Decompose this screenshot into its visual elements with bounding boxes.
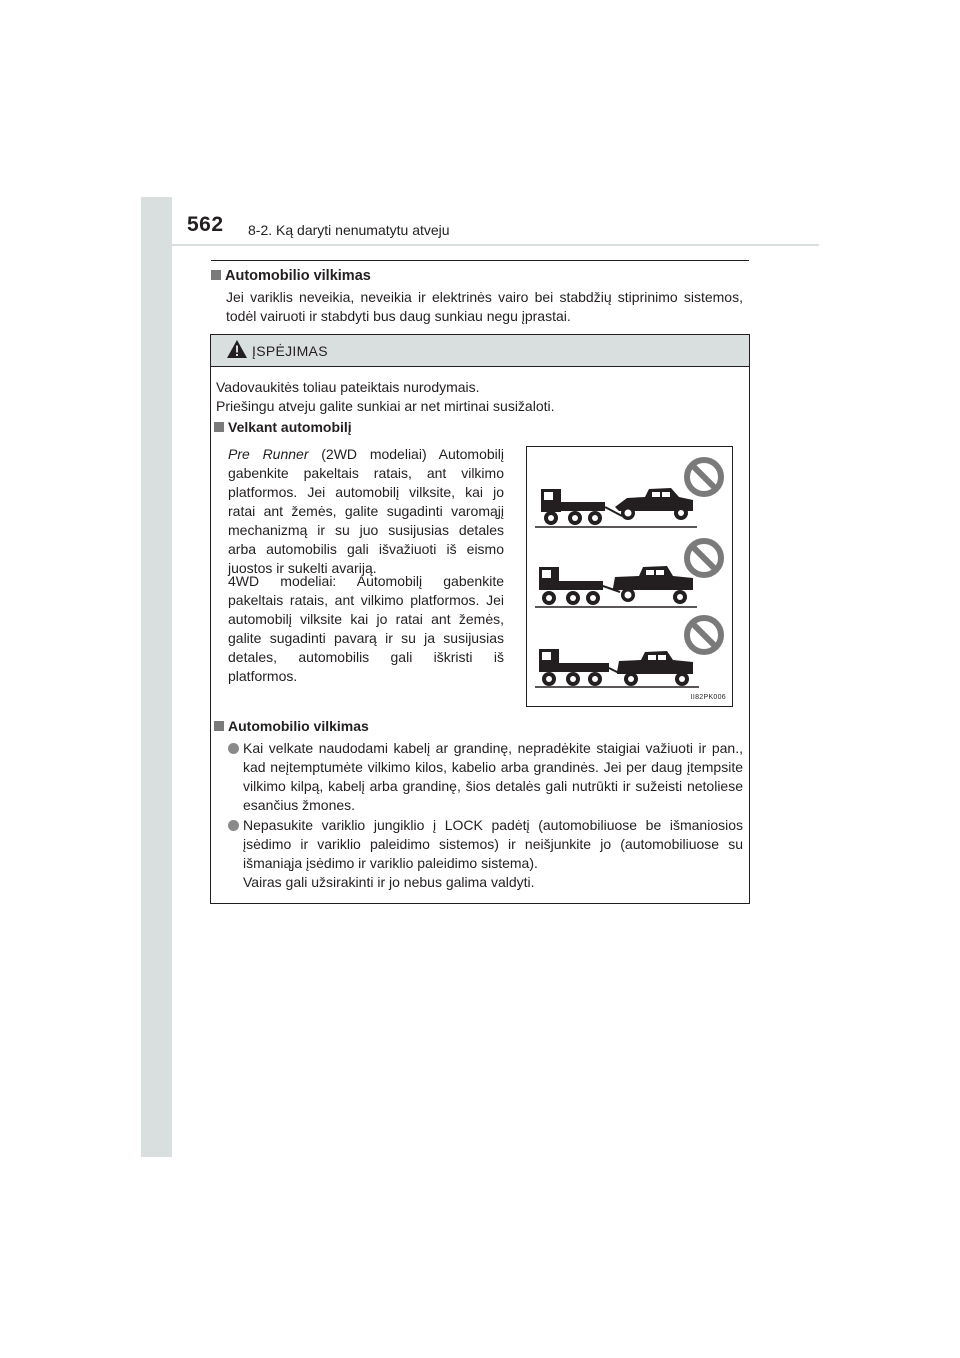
page-number: 562 bbox=[187, 213, 224, 236]
chapter-title: 8-2. Ką daryti nenumatytu atveju bbox=[248, 222, 450, 238]
page-side-band bbox=[141, 197, 172, 1157]
square-bullet-icon bbox=[214, 721, 224, 731]
bullet-text-line-1: Nepasukite variklio jungiklio į LOCK padėtį (automobiliuose be išmaniosios įsėdimo ir variklio paleidimo sistemos) ir neišjunkite jo (automobiliuose su išmaniąja įsėdimo ir variklio paleidimo sistema). bbox=[243, 817, 743, 871]
pre-runner-model-name: Pre Runner bbox=[228, 446, 309, 462]
figure-code: II82PK006 bbox=[690, 694, 726, 701]
section-paragraph: Jei variklis neveikia, neveikia ir elektrinės vairo bei stabdžių stiprinimo sistemos, todėl vairuoti ir stabdyti bus daug sunkiau negu įprastai. bbox=[226, 289, 743, 324]
prohibited-tow-row-1 bbox=[535, 460, 721, 527]
header-underline bbox=[172, 244, 819, 246]
towing-diagram bbox=[527, 447, 732, 706]
pre-runner-paragraph bbox=[228, 445, 504, 578]
square-bullet-icon bbox=[214, 422, 224, 432]
subheading-towing-label: Velkant automobilį bbox=[228, 419, 352, 435]
section-title: Automobilio vilkimas bbox=[225, 268, 371, 284]
prohibited-tow-row-2 bbox=[535, 541, 721, 607]
section-heading bbox=[211, 268, 371, 284]
warning-intro-line-1: Vadovaukitės toliau pateiktais nurodymais. bbox=[216, 379, 480, 395]
warning-title: ĮSPĖJIMAS bbox=[252, 343, 328, 359]
warning-box bbox=[210, 334, 750, 904]
prohibited-tow-row-3 bbox=[535, 618, 721, 687]
four-wd-paragraph: 4WD modeliai: Automobilį gabenkite pakeltais ratais, ant vilkimo platformos. Jei automobilį vilksite kai jo ratai ant žemės, galite sugadinti pavarą ir su ja susijusias detales, automobilis gali iškristi iš platformos. bbox=[228, 573, 504, 684]
pre-runner-text: (2WD modeliai) Automobilį gabenkite pakeltais ratais, ant vilkimo platformos. Jei automobilį vilksite, kai jo ratai ant žemės, galite sugadinti varomąjį mechanizmą ir su juo susijusias detales arba automobilis gali išvažiuoti iš eismo juostos ir sukelti avariją. bbox=[228, 446, 504, 576]
bullet-item bbox=[228, 816, 743, 892]
warning-intro-line-2: Priešingu atveju galite sunkiai ar net mirtinai susižaloti. bbox=[216, 398, 555, 414]
bullet-item bbox=[228, 739, 743, 815]
subheading-towing-vehicle bbox=[214, 718, 369, 734]
warning-header bbox=[211, 335, 749, 367]
towing-illustration bbox=[526, 446, 733, 707]
square-bullet-icon bbox=[211, 270, 221, 280]
warning-triangle-icon bbox=[226, 339, 248, 359]
subheading-towing-vehicle-label: Automobilio vilkimas bbox=[228, 718, 369, 734]
section-divider bbox=[211, 260, 749, 261]
warning-intro bbox=[216, 378, 555, 416]
subheading-towing bbox=[214, 419, 352, 435]
bullet-dot-icon bbox=[228, 743, 239, 754]
bullet-text: Kai velkate naudodami kabelį ar grandinę, nepradėkite staigiai važiuoti ir pan., kad neįtemptumėte vilkimo kilos, kabelio arba grandinės. Jei per daug įtempsite vilkimo kilpą, kabelį arba grandinę, šios detalės gali nutrūkti ir sužeisti netoliese esančius žmones. bbox=[243, 740, 743, 813]
bullet-dot-icon bbox=[228, 820, 239, 831]
bullet-text bbox=[243, 816, 743, 892]
bullet-text-line-2: Vairas gali užsirakinti ir jo nebus galima valdyti. bbox=[243, 874, 535, 890]
